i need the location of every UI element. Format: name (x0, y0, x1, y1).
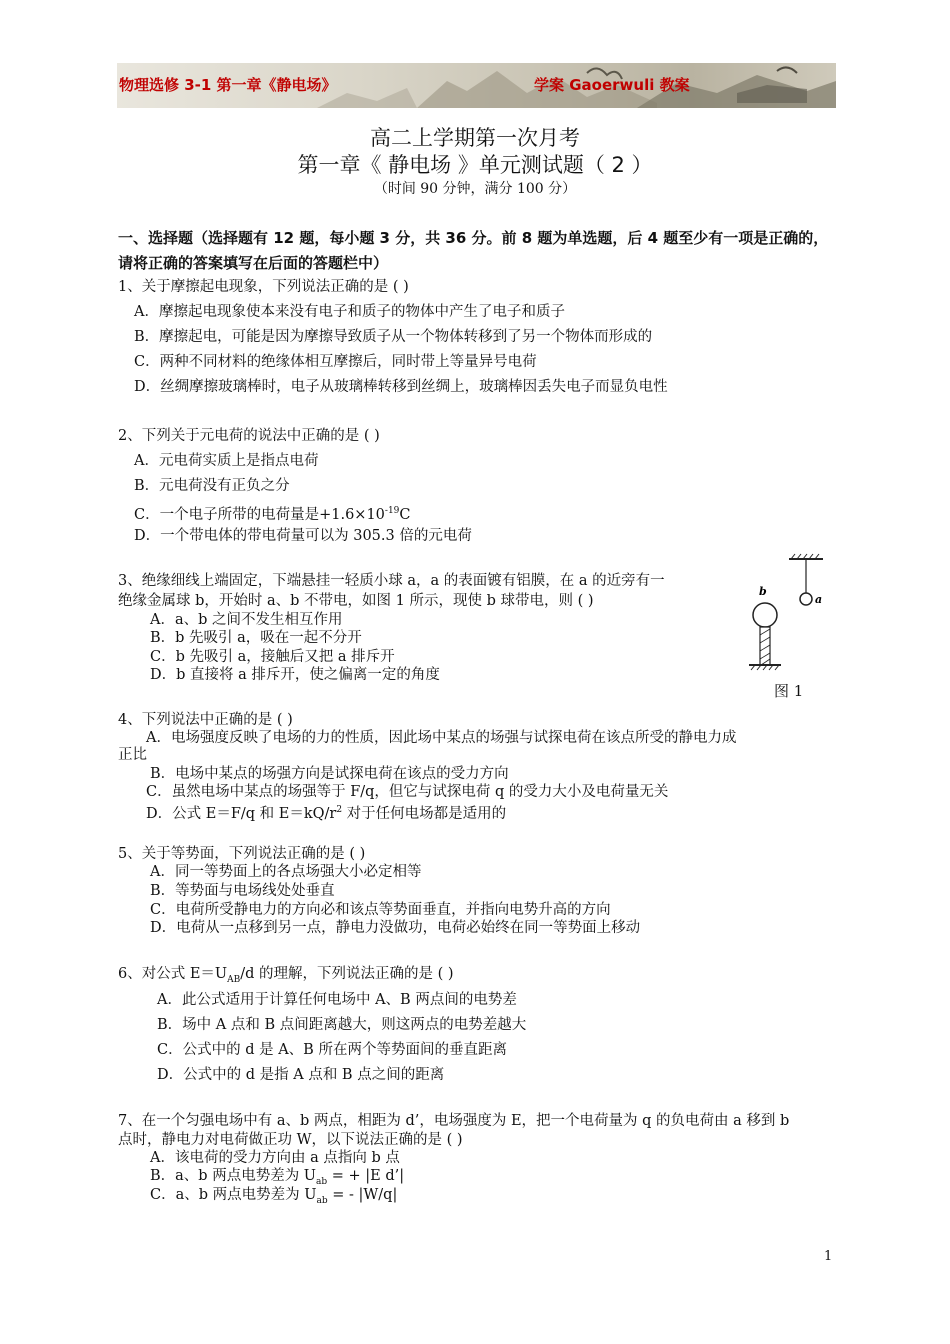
question-6-option-a: A．此公式适用于计算任何电场中 A、B 两点间的电势差 (157, 992, 517, 1008)
q4d-text: D．公式 E＝F/q 和 E＝kQ/r (146, 805, 337, 822)
q6-stem-tail: /d 的理解，下列说法正确的是 ( ) (240, 966, 454, 982)
q7c-text: C．a、b 两点电势差为 U (150, 1187, 317, 1203)
question-6-option-b: B．场中 A 点和 B 点间距离越大，则这两点的电势差越大 (157, 1017, 527, 1033)
question-4-option-c: C．虽然电场中某点的场强等于 F/q，但它与试探电荷 q 的受力大小及电荷量无关 (146, 784, 669, 800)
q4d-tail: 对于任何电场都是适用的 (342, 805, 507, 822)
q6-stem-subscript: AB (227, 974, 241, 985)
question-7-option-a: A．该电荷的受力方向由 a 点指向 b 点 (150, 1150, 400, 1166)
question-2-option-d: D．一个带电体的带电荷量可以为 305.3 倍的元电荷 (134, 528, 472, 544)
q2c-text: C．一个电子所带的电荷量是+1.6×10 (134, 506, 385, 523)
header-left-text: 物理选修 3-1 第一章《静电场》 (119, 76, 337, 94)
question-4-option-b: B．电场中某点的场强方向是试探电荷在该点的受力方向 (150, 766, 509, 782)
question-3-stem-line1: 3、绝缘细线上端固定，下端悬挂一轻质小球 a，a 的表面镀有铝膜，在 a 的近旁有一 (118, 573, 665, 589)
small-ball-a (800, 593, 812, 605)
question-6-stem (118, 964, 454, 990)
question-1-option-a: A．摩擦起电现象使本来没有电子和质子的物体中产生了电子和质子 (134, 304, 565, 320)
question-4-option-a-line1: A．电场强度反映了电场的力的性质，因此场中某点的场强与试探电荷在该点所受的静电力成 (146, 730, 737, 746)
exam-title: 高二上学期第一次月考 (370, 126, 580, 150)
question-7-stem-line2: 点时，静电力对电荷做正功 W，以下说法正确的是 ( ) (118, 1132, 463, 1148)
exam-subtitle: 第一章《 静电场 》单元测试题（ 2 ） (297, 153, 653, 177)
question-2-option-a: A．元电荷实质上是指点电荷 (134, 453, 319, 469)
page-number: 1 (824, 1249, 833, 1264)
header-banner (117, 63, 836, 108)
question-7-stem-line1: 7、在一个匀强电场中有 a、b 两点，相距为 d’，电场强度为 E，把一个电荷量为 q 的负电荷由 a 移到 b (118, 1113, 790, 1129)
question-1-option-c: C．两种不同材料的绝缘体相互摩擦后，同时带上等量异号电荷 (134, 354, 537, 370)
q7b-text: B．a、b 两点电势差为 U (150, 1168, 317, 1184)
question-5-option-d: D．电荷从一点移到另一点，静电力没做功，电荷必始终在同一等势面上移动 (150, 920, 641, 936)
question-1-option-d: D．丝绸摩擦玻璃棒时，电子从玻璃棒转移到丝绸上，玻璃棒因丢失电子而显负电性 (134, 379, 668, 395)
question-7-option-c (150, 1185, 397, 1211)
question-3-option-b: B．b 先吸引 a，吸在一起不分开 (150, 630, 362, 646)
exam-time-info: （时间 90 分钟，满分 100 分） (373, 181, 577, 197)
metal-ball-b (753, 603, 777, 627)
question-2-option-c (134, 501, 411, 525)
header-right-text: 学案 Gaoerwuli 教案 (534, 76, 690, 94)
question-5-stem: 5、关于等势面，下列说法正确的是 ( ) (118, 846, 366, 862)
q7c-subscript: ab (316, 1195, 328, 1206)
question-6-option-d: D．公式中的 d 是指 A 点和 B 点之间的距离 (157, 1067, 445, 1083)
q7b-subscript: ab (316, 1176, 328, 1187)
question-3-option-a: A．a、b 之间不发生相互作用 (150, 612, 343, 628)
question-2-option-b: B．元电荷没有正负之分 (134, 478, 290, 494)
q6-stem-text: 6、对公式 E＝U (118, 966, 228, 982)
q7b-tail: = + |E d’| (327, 1168, 405, 1184)
q2c-unit: C (399, 506, 411, 523)
section-heading: 一、选择题（选择题有 12 题，每小题 3 分，共 36 分。前 8 题为单选题，后 4 题至少有一项是正确的，请将正确的答案填写在后面的答题栏中） (118, 229, 829, 272)
q7c-tail: = - |W/q| (327, 1187, 398, 1203)
question-5-option-c: C．电荷所受静电力的方向必和该点等势面垂直，并指向电势升高的方向 (150, 902, 611, 918)
question-3-option-c: C．b 先吸引 a，接触后又把 a 排斥开 (150, 649, 395, 665)
question-3-stem-line2: 绝缘金属球 b，开始时 a、b 不带电，如图 1 所示，现使 b 球带电，则 ( ) (118, 593, 594, 609)
question-1-option-b: B．摩擦起电，可能是因为摩擦导致质子从一个物体转移到了另一个物体而形成的 (134, 329, 653, 345)
q4d-exponent: 2 (336, 805, 343, 815)
question-4-option-a-line2: 正比 (118, 747, 147, 763)
q2c-exponent: -19 (384, 506, 400, 516)
question-4-stem: 4、下列说法中正确的是 ( ) (118, 712, 293, 728)
question-1-stem: 1、关于摩擦起电现象，下列说法正确的是 ( ) (118, 279, 409, 295)
question-2-stem: 2、下列关于元电荷的说法中正确的是 ( ) (118, 428, 380, 444)
question-5-option-a: A．同一等势面上的各点场强大小必定相等 (150, 864, 422, 880)
question-3-option-d: D．b 直接将 a 排斥开，使之偏离一定的角度 (150, 667, 440, 683)
question-6-option-c: C．公式中的 d 是 A、B 所在两个等势面间的垂直距离 (157, 1042, 507, 1058)
label-a: a (815, 593, 823, 606)
figure-1-caption: 图 1 (774, 682, 804, 700)
label-b: b (759, 585, 767, 598)
question-4-option-d (146, 800, 506, 824)
question-5-option-b: B．等势面与电场线处处垂直 (150, 883, 335, 899)
